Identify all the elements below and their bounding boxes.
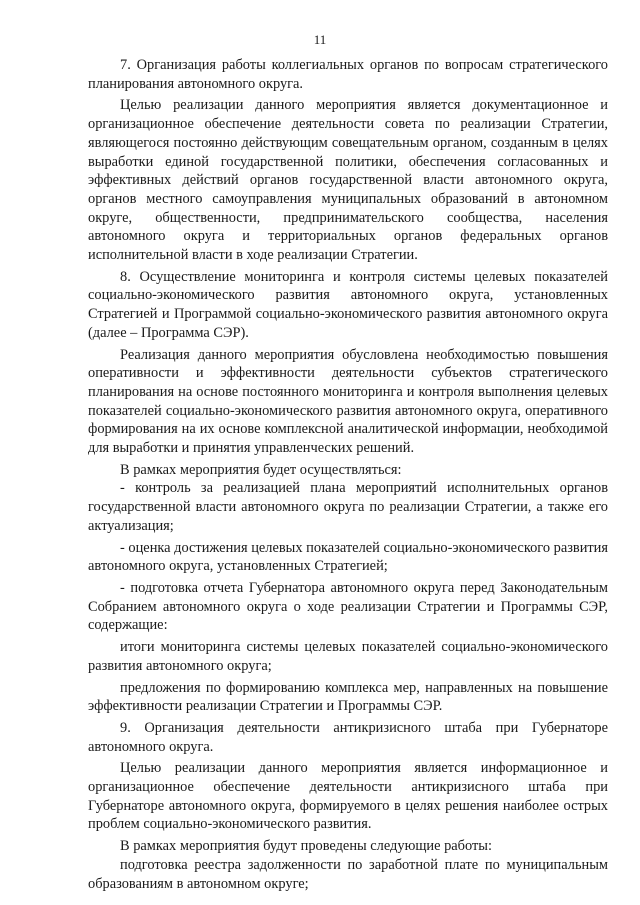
paragraph: Целью реализации данного мероприятия является документационное и организационное обеспечение деятельности совета по реализации Стратегии, являющегося постоянно действующим совещательным органом, созданным в целях выработки единой государственной политики, обеспечения согласованных и эффективных действий органов государственной власти автономного округа, органов местного самоуправления муниципальных образований в автономном округе, общественности, предпринимательского сообщества, населения автономного округа и территориальных органов федеральных органов исполнительной власти в ходе реализации Стратегии.: [88, 97, 608, 264]
paragraph: Реализация данного мероприятия обусловлена необходимостью повышения оперативности и эффективности деятельности субъектов стратегического планирования на основе постоянного мониторинга и контроля выполнения целевых показателей социально-экономического развития автономного округа, оперативного формирования на их основе комплексной аналитической информации, необходимой для выработки и принятия управленческих решений.: [88, 346, 608, 457]
list-item: - оценка достижения целевых показателей социально-экономического развития автономного округа, установленных Стратегией;: [88, 539, 608, 575]
paragraph: В рамках мероприятия будут проведены следующие работы:: [120, 838, 492, 855]
page-number: 11: [313, 32, 327, 47]
paragraph: В рамках мероприятия будет осуществляться:: [120, 461, 402, 478]
list-item: - подготовка отчета Губернатора автономного округа перед Законодательным Собранием автономного округа о ходе реализации Стратегии и Программы СЭР, содержащие:: [88, 579, 608, 634]
list-item: итоги мониторинга системы целевых показателей социально-экономического развития автономного округа;: [88, 639, 608, 674]
section-heading-8: 8. Осуществление мониторинга и контроля системы целевых показателей социально-экономического развития автономного округа, установленных Стратегией и Программой социально-экономического развития автономного округа (далее – Программа СЭР).: [88, 268, 608, 341]
list-item: предложения по формированию комплекса мер, направленных на повышение эффективности реализации Стратегии и Программы СЭР.: [88, 679, 608, 715]
list-item: - контроль за реализацией плана мероприятий исполнительных органов государственной власти автономного округа по реализации Стратегии, а также его актуализация;: [88, 480, 608, 534]
section-heading-7: 7. Организация работы коллегиальных органов по вопросам стратегического планирования автономного округа.: [88, 57, 608, 92]
list-item: подготовка реестра задолженности по заработной плате по муниципальным образованиям в автономном округе;: [88, 856, 608, 892]
section-heading-9: 9. Организация деятельности антикризисного штаба при Губернаторе автономного округа.: [88, 719, 608, 755]
paragraph: Целью реализации данного мероприятия является информационное и организационное обеспечение деятельности антикризисного штаба при Губернаторе автономного округа, формируемого в целях решения наиболее острых проблем социально-экономического развития.: [88, 760, 608, 833]
document-body: [88, 56, 608, 893]
